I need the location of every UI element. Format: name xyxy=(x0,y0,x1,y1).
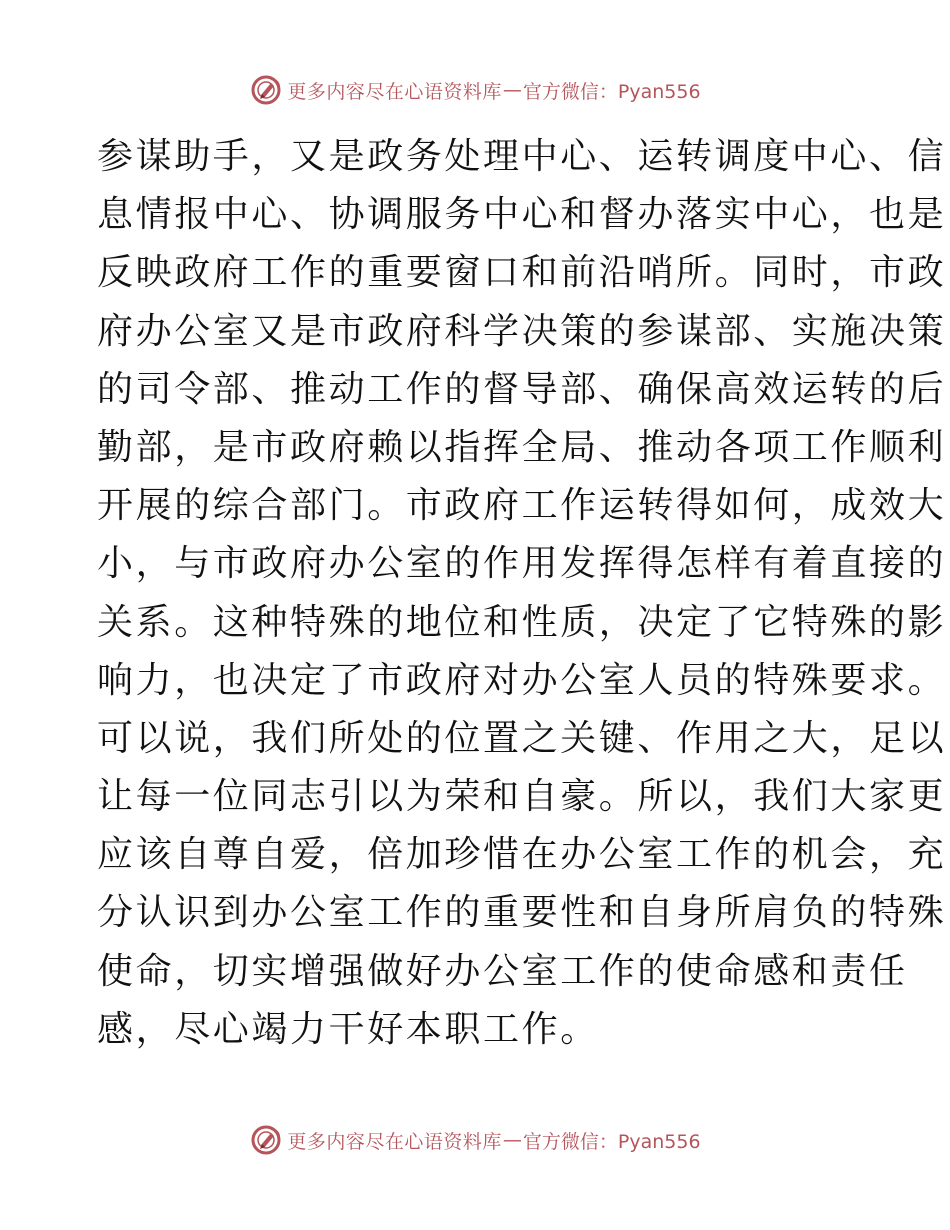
text-line: 府办公室又是市政府科学决策的参谋部、实施决策 xyxy=(97,310,947,352)
text-line: 让每一位同志引以为荣和自豪。所以，我们大家更 xyxy=(97,776,947,818)
text-line: 小，与市政府办公室的作用发挥得怎样有着直接的 xyxy=(97,543,947,585)
text-line: 关系。这种特殊的地位和性质，决定了它特殊的影 xyxy=(97,601,947,643)
text-line: 分认识到办公室工作的重要性和自身所肩负的特殊 xyxy=(97,892,947,934)
text-line: 可以说，我们所处的位置之关键、作用之大，足以 xyxy=(97,717,947,759)
text-line: 应该自尊自爱，倍加珍惜在办公室工作的机会，充 xyxy=(97,834,947,876)
header-watermark xyxy=(0,70,950,110)
footer-separator: — xyxy=(502,1129,522,1151)
footer-watermark xyxy=(0,1120,950,1160)
text-line: 响力，也决定了市政府对办公室人员的特殊要求。 xyxy=(97,659,947,701)
pen-nib-circle-icon xyxy=(249,1123,283,1157)
pen-nib-circle-icon xyxy=(249,73,283,107)
document-body xyxy=(97,128,947,1059)
header-contact: 官方微信：Pyan556 xyxy=(522,80,701,103)
footer-contact: 官方微信：Pyan556 xyxy=(522,1130,701,1153)
header-slogan: 更多内容尽在心语资料库 xyxy=(287,80,502,103)
text-line: 感，尽心竭力干好本职工作。 xyxy=(97,1008,599,1050)
text-line: 开展的综合部门。市政府工作运转得如何，成效大 xyxy=(97,485,947,527)
header-separator: — xyxy=(502,79,522,101)
text-line: 的司令部、推动工作的督导部、确保高效运转的后 xyxy=(97,368,947,410)
footer-slogan: 更多内容尽在心语资料库 xyxy=(287,1130,502,1153)
text-line: 勤部，是市政府赖以指挥全局、推动各项工作顺利 xyxy=(97,426,947,468)
text-line: 使命，切实增强做好办公室工作的使命感和责任 xyxy=(97,950,908,992)
text-line: 反映政府工作的重要窗口和前沿哨所。同时，市政 xyxy=(97,252,947,294)
text-line: 参谋助手，又是政务处理中心、运转调度中心、信 xyxy=(97,136,947,177)
text-line: 息情报中心、协调服务中心和督办落实中心，也是 xyxy=(97,194,947,236)
